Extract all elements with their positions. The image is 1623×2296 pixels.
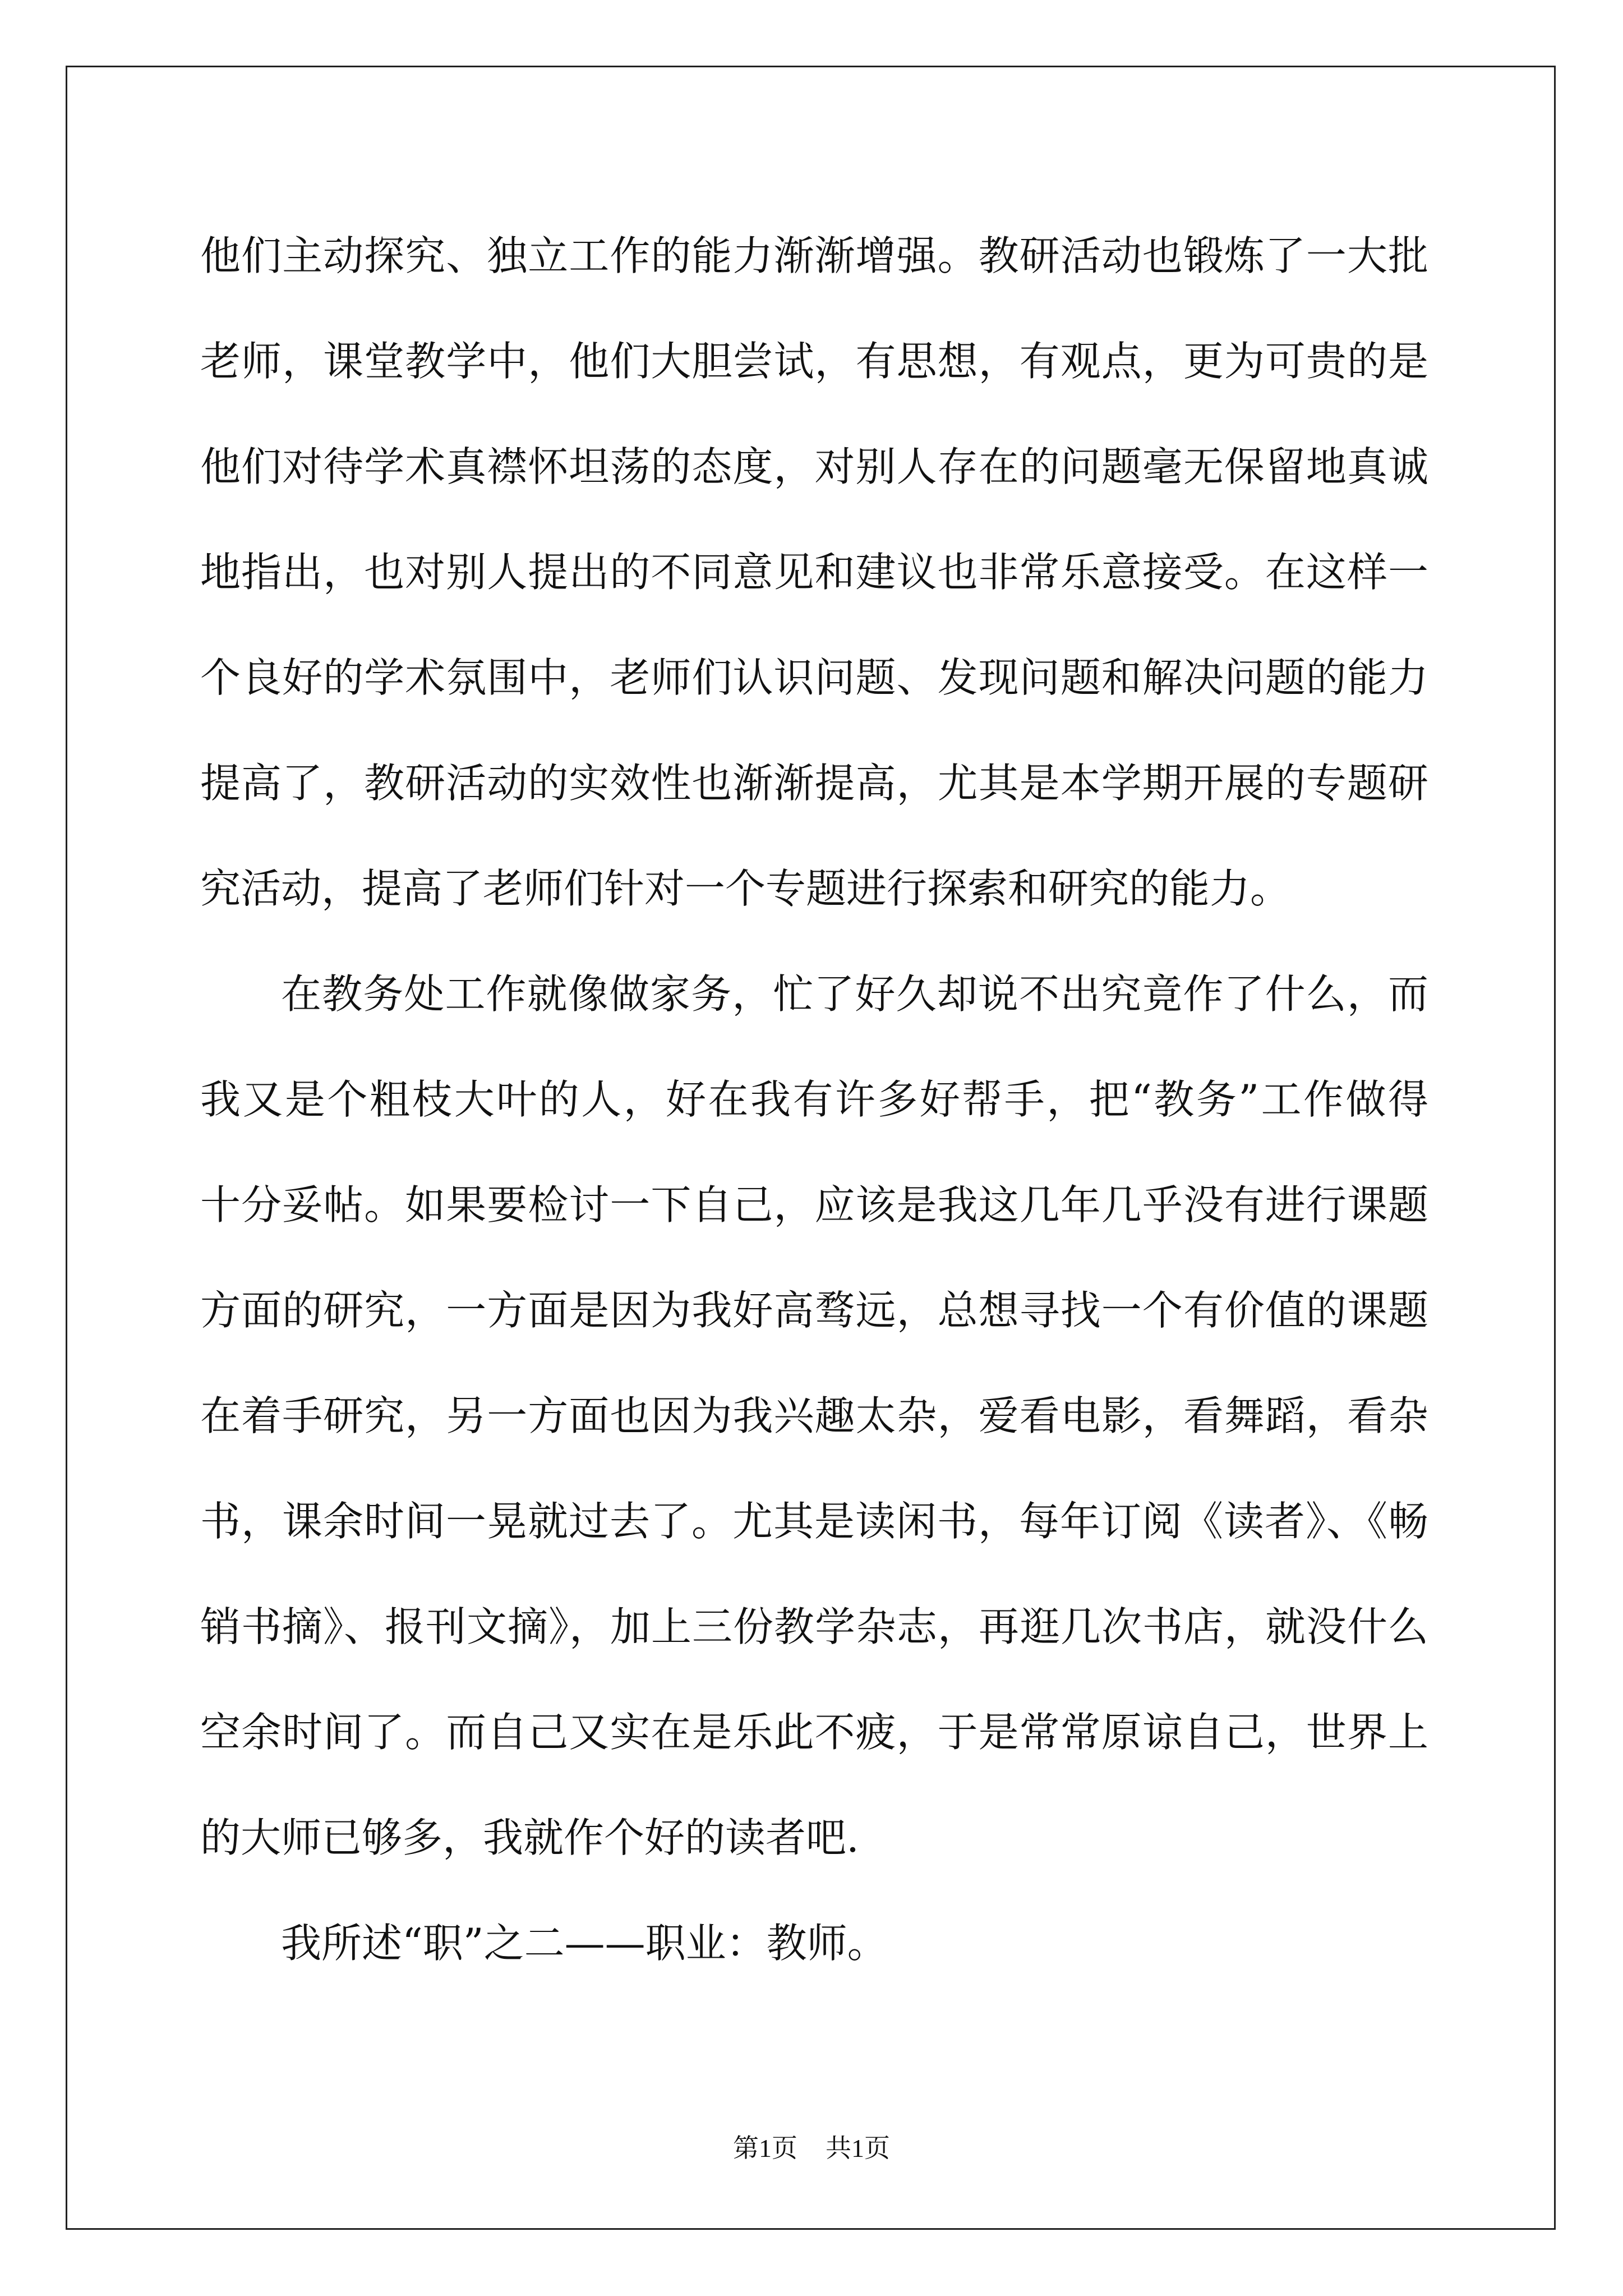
text-line: 我所述“职”之二——职业：教师。 [281, 1920, 888, 1967]
text-line: 究活动，提高了老师们针对一个专题进行探索和研究的能力。 [200, 865, 1291, 912]
text-line: 空余时间了。而自己又实在是乐此不疲，于是常常原谅自己，世界上 [200, 1709, 1428, 1756]
paragraph-2 [200, 941, 1428, 1890]
text-line: 十分妥帖。如果要检讨一下自己，应该是我这几年几乎没有进行课题 [200, 1181, 1428, 1228]
text-line: 方面的研究，一方面是因为我好高骛远，总想寻找一个有价值的课题 [200, 1287, 1428, 1334]
text-line: 的大师已够多，我就作个好的读者吧. [200, 1814, 859, 1861]
text-line: 个良好的学术氛围中，老师们认识问题、发现问题和解决问题的能力 [200, 654, 1428, 701]
page-number: 第1页 [733, 2134, 797, 2162]
text-line: 书，课余时间一晃就过去了。尤其是读闲书，每年订阅《读者》、《畅 [200, 1498, 1428, 1545]
text-line: 在着手研究，另一方面也因为我兴趣太杂，爱看电影，看舞蹈，看杂 [200, 1392, 1428, 1439]
paragraph-1 [200, 203, 1428, 941]
text-line: 我又是个粗枝大叶的人，好在我有许多好帮手，把“教务”工作做得 [200, 1076, 1428, 1123]
text-line: 在教务处工作就像做家务，忙了好久却说不出究竟作了什么，而 [281, 970, 1428, 1018]
page-total: 共1页 [826, 2134, 890, 2162]
paragraph-3 [200, 1890, 1428, 1996]
text-line: 他们主动探究、独立工作的能力渐渐增强。教研活动也锻炼了一大批 [200, 232, 1428, 279]
text-line: 老师，课堂教学中，他们大胆尝试，有思想，有观点，更为可贵的是 [200, 338, 1428, 385]
page-footer [0, 2132, 1623, 2165]
document-body [200, 203, 1428, 1996]
text-line: 他们对待学术真襟怀坦荡的态度，对别人存在的问题毫无保留地真诚 [200, 443, 1428, 490]
text-line: 销书摘》、报刊文摘》，加上三份教学杂志，再逛几次书店，就没什么 [200, 1603, 1428, 1650]
text-line: 地指出，也对别人提出的不同意见和建议也非常乐意接受。在这样一 [200, 549, 1428, 596]
text-line: 提高了，教研活动的实效性也渐渐提高，尤其是本学期开展的专题研 [200, 760, 1428, 807]
